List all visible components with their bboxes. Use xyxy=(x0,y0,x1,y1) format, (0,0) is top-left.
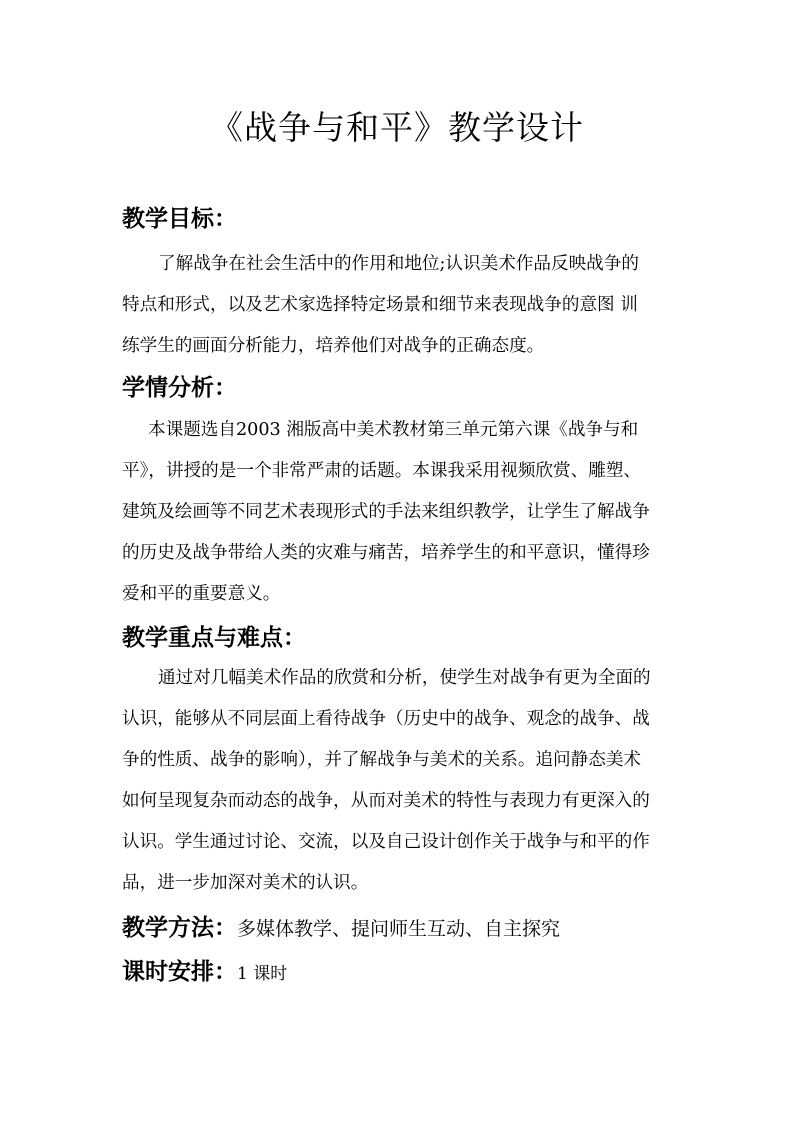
schedule-text: 1 课时 xyxy=(237,964,288,984)
analysis-line: 平》，讲授的是一个非常严肃的话题。本课我采用视频欣赏、雕塑、 xyxy=(122,461,642,481)
key-points-paragraph xyxy=(122,658,678,904)
objectives-line: 练学生的画面分析能力，培养他们对战争的正确态度。 xyxy=(122,336,545,356)
schedule-row xyxy=(122,957,287,989)
document-title: 《战争与和平》教学设计 xyxy=(210,108,584,147)
methods-text: 多媒体教学、提问师生互动、自主探究 xyxy=(237,918,561,940)
analysis-line: 建筑及绘画等不同艺术表现形式的手法来组织教学，让学生了解战争 xyxy=(122,502,650,522)
objectives-paragraph xyxy=(122,244,678,367)
key-points-line: 如何呈现复杂而动态的战争，从而对美术的特性与表现力有更深入的 xyxy=(122,791,650,811)
analysis-line: 的历史及战争带给人类的灾难与痛苦，培养学生的和平意识，懂得珍 xyxy=(122,543,650,563)
objectives-line: 了解战争在社会生活中的作用和地位;认识美术作品反映战争的 xyxy=(158,254,639,274)
methods-heading: 教学方法： xyxy=(122,914,237,941)
analysis-line: 爱和平的重要意义。 xyxy=(122,584,281,604)
key-points-heading: 教学重点与难点： xyxy=(122,624,306,651)
key-points-line: 认识，能够从不同层面上看待战争（历史中的战争、观念的战争、战 xyxy=(122,709,650,729)
schedule-heading: 课时安排： xyxy=(122,958,237,985)
key-points-line: 认识。学生通过讨论、交流，以及自己设计创作关于战争与和平的作 xyxy=(122,832,650,852)
key-points-line: 争的性质、战争的影响），并了解战争与美术的关系。追问静态美术 xyxy=(122,750,642,770)
analysis-heading: 学情分析： xyxy=(122,374,237,401)
methods-row xyxy=(122,913,560,944)
analysis-paragraph xyxy=(122,410,678,615)
objectives-heading: 教学目标： xyxy=(122,205,237,232)
objectives-line: 特点和形式，以及艺术家选择特定场景和细节来表现战争的意图 训 xyxy=(122,295,638,315)
analysis-line: 本课题选自2003 湘版高中美术教材第三单元第六课《战争与和 xyxy=(148,420,639,440)
key-points-line: 品，进一步加深对美术的认识。 xyxy=(122,873,369,893)
key-points-line: 通过对几幅美术作品的欣赏和分析，使学生对战争有更为全面的 xyxy=(158,668,651,688)
